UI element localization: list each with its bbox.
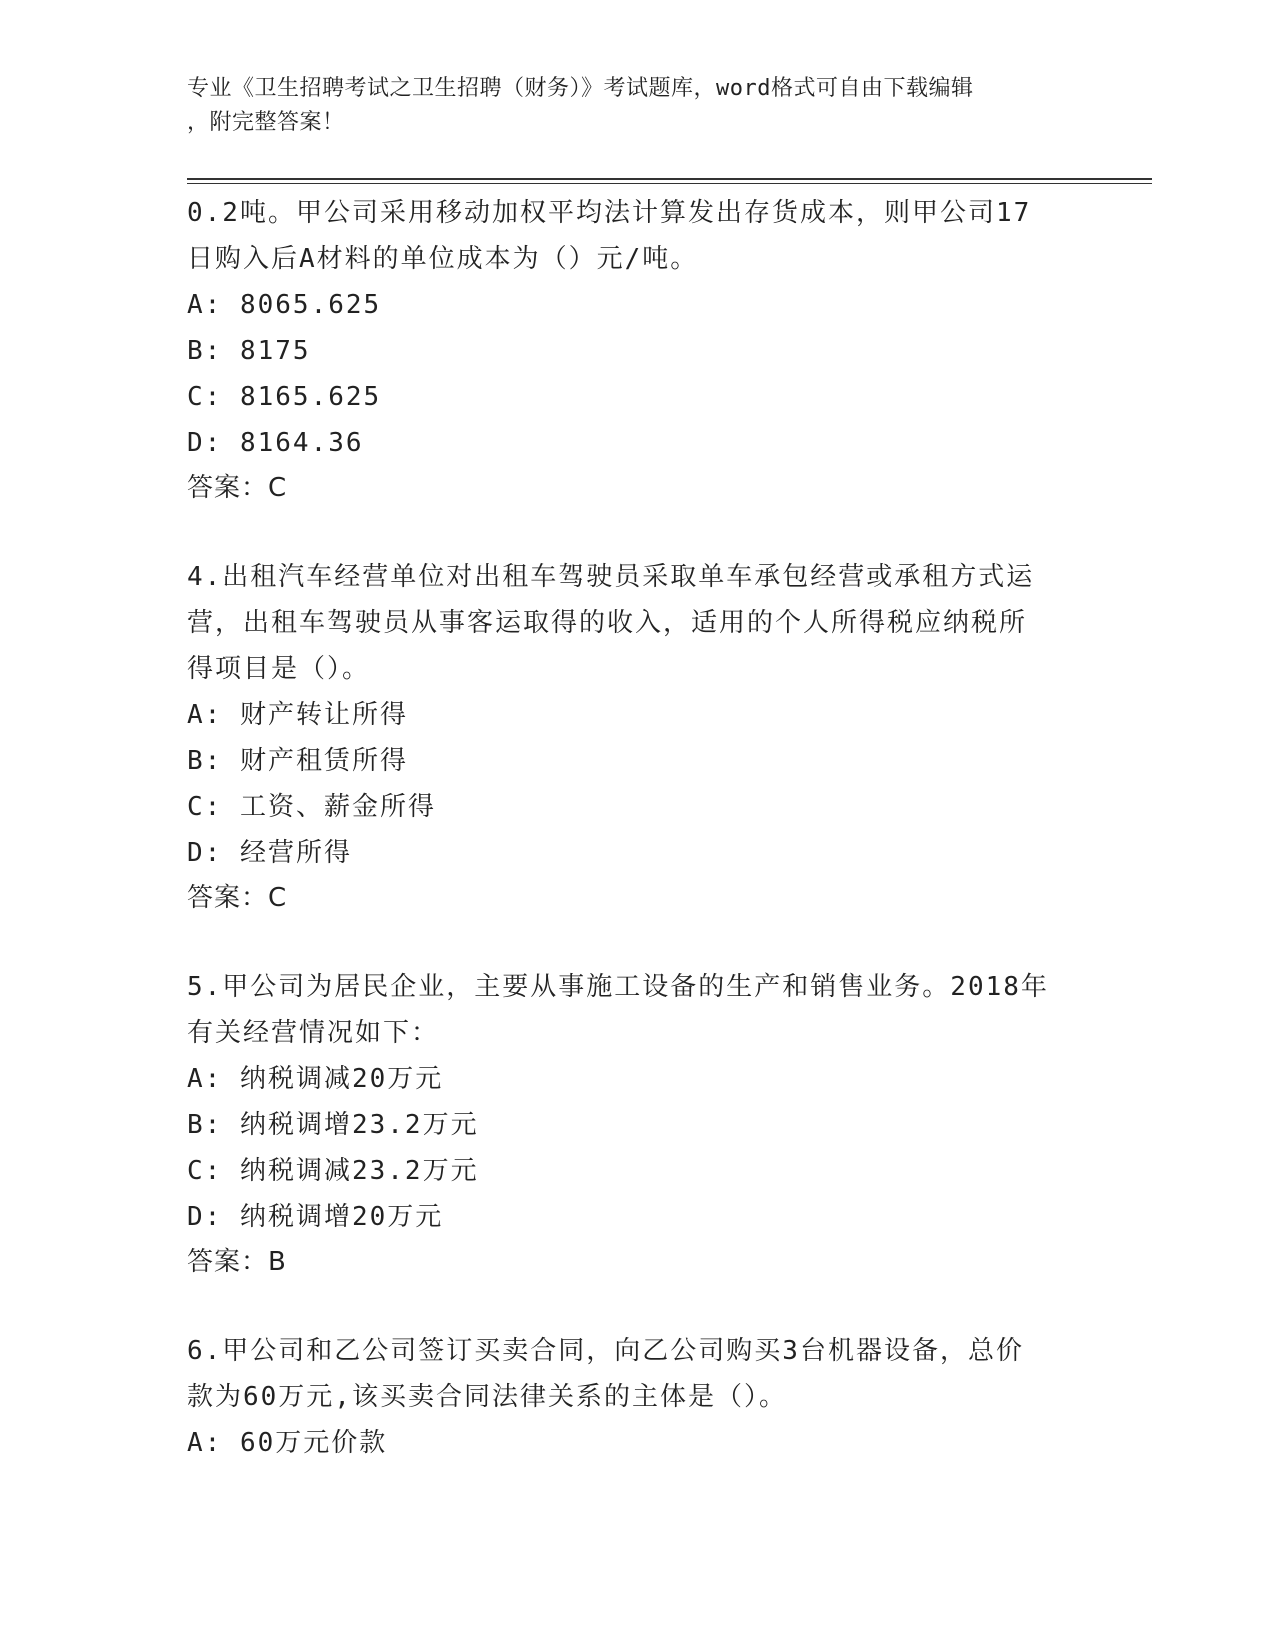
option-d: D: 经营所得 <box>187 838 352 868</box>
document-header <box>187 72 1067 140</box>
option-c: C: 工资、薪金所得 <box>187 792 436 822</box>
header-divider-thin <box>187 183 1152 184</box>
header-line-2: ，附完整答案！ <box>187 110 345 135</box>
option-d: D: 纳税调增20万元 <box>187 1202 444 1232</box>
question-stem-line: 营，出租车驾驶员从事客运取得的收入，适用的个人所得税应纳税所 <box>187 608 1028 638</box>
answer-line: 答案：C <box>187 473 288 503</box>
question-stem-line: 4.出租汽车经营单位对出租车驾驶员采取单车承包经营或承租方式运 <box>187 562 1035 592</box>
question-list <box>187 190 1067 1466</box>
question-stem-line: 得项目是（）。 <box>187 654 371 684</box>
option-d: D: 8164.36 <box>187 428 364 458</box>
option-b: B: 8175 <box>187 336 311 366</box>
option-c: C: 8165.625 <box>187 382 382 412</box>
question-stem-line: 有关经营情况如下： <box>187 1018 440 1048</box>
option-a: A: 财产转让所得 <box>187 700 408 730</box>
option-a: A: 8065.625 <box>187 290 382 320</box>
header-line-1: 专业《卫生招聘考试之卫生招聘（财务）》考试题库，word格式可自由下载编辑 <box>187 76 974 101</box>
question-stem-line: 6.甲公司和乙公司签订买卖合同，向乙公司购买3台机器设备，总价 <box>187 1336 1024 1366</box>
option-a: A: 60万元价款 <box>187 1428 388 1458</box>
question-stem-line: 0.2吨。甲公司采用移动加权平均法计算发出存货成本，则甲公司17 <box>187 198 1032 228</box>
option-a: A: 纳税调减20万元 <box>187 1064 444 1094</box>
answer-line: 答案：C <box>187 883 288 913</box>
question-stem-line: 款为60万元,该买卖合同法律关系的主体是（）。 <box>187 1382 787 1412</box>
question-spacer <box>187 920 1067 964</box>
question-spacer <box>187 510 1067 554</box>
question-block <box>187 964 1067 1284</box>
question-block <box>187 1328 1067 1466</box>
question-block <box>187 554 1067 920</box>
header-divider-thick <box>187 178 1152 180</box>
question-spacer <box>187 1284 1067 1328</box>
option-b: B: 财产租赁所得 <box>187 746 408 776</box>
question-block <box>187 190 1067 510</box>
option-c: C: 纳税调减23.2万元 <box>187 1156 479 1186</box>
answer-line: 答案：B <box>187 1247 287 1277</box>
option-b: B: 纳税调增23.2万元 <box>187 1110 479 1140</box>
question-stem-line: 日购入后A材料的单位成本为（）元/吨。 <box>187 244 699 274</box>
question-stem-line: 5.甲公司为居民企业，主要从事施工设备的生产和销售业务。2018年 <box>187 972 1049 1002</box>
